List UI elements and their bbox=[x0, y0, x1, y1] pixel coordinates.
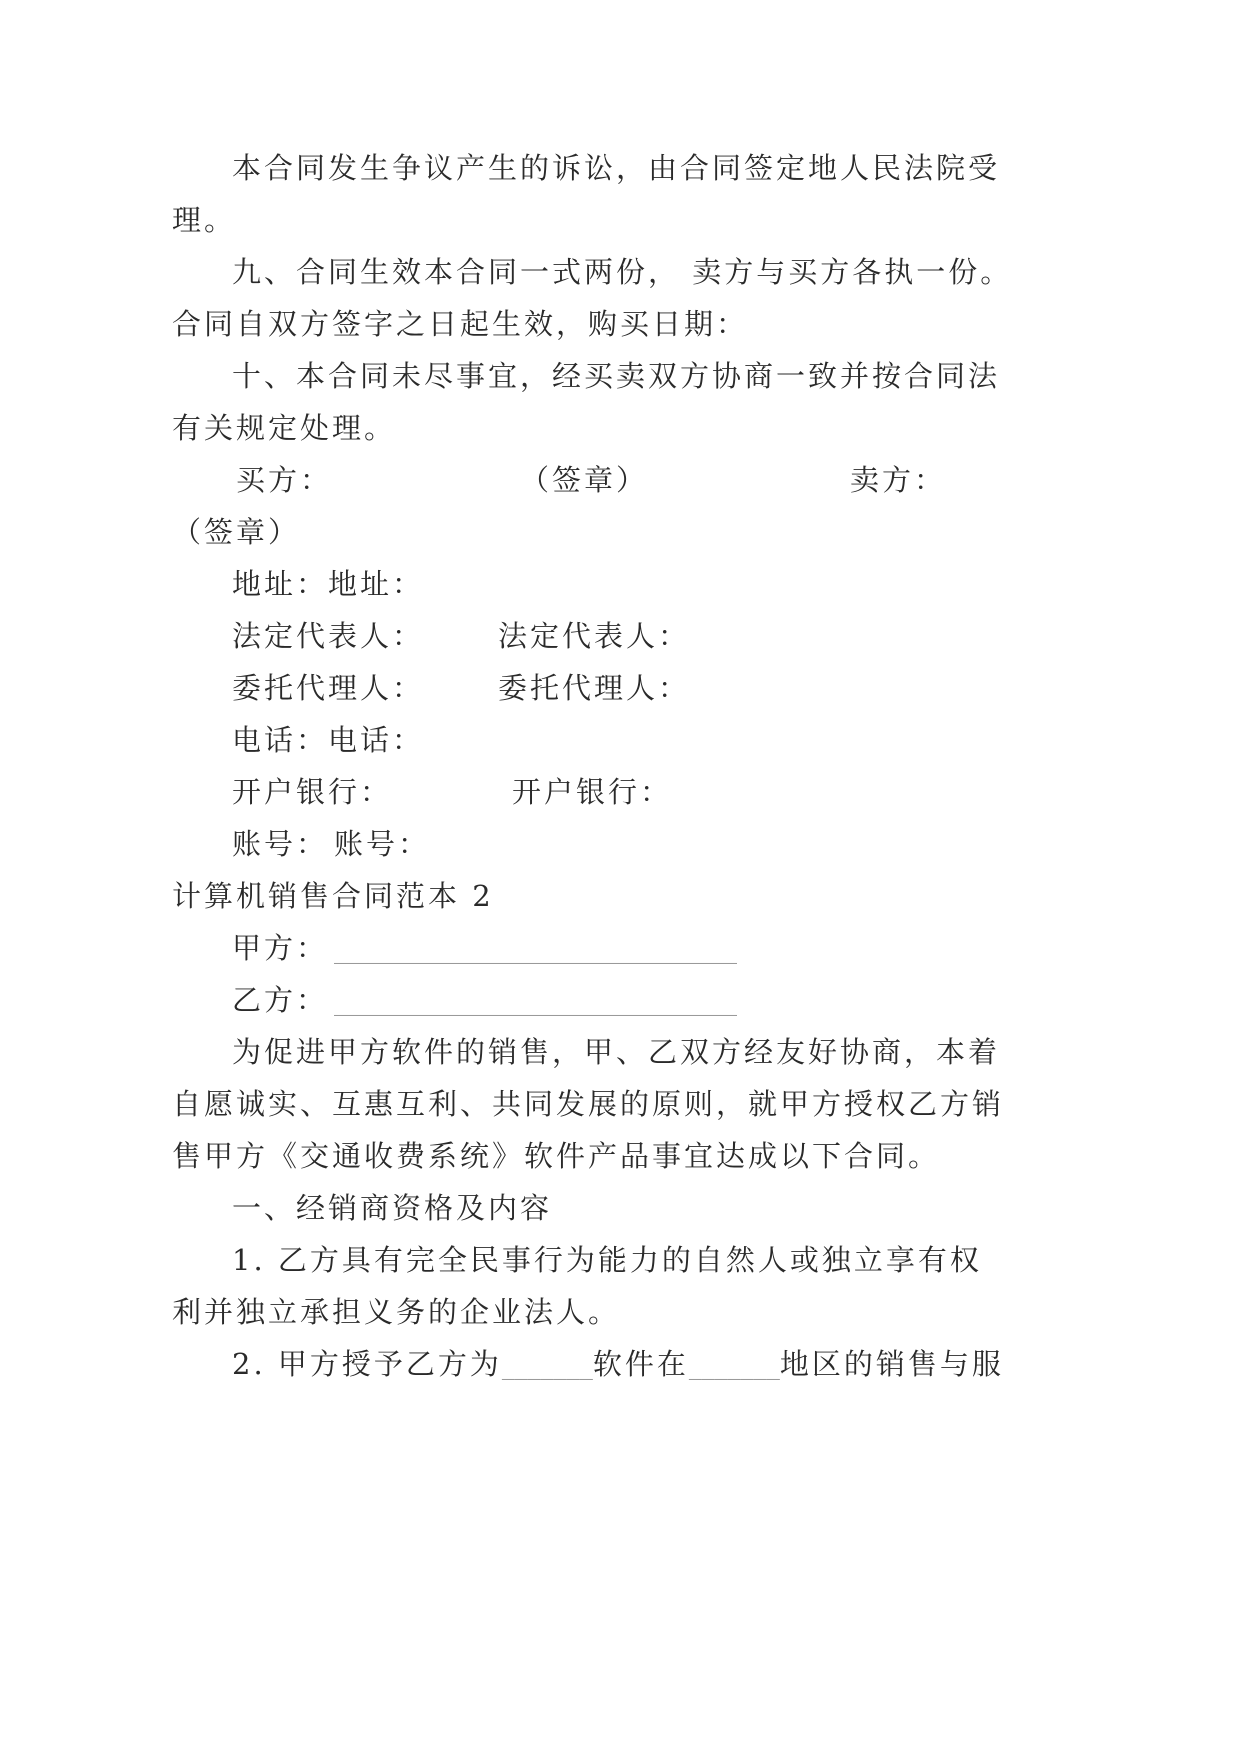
agent-seller: 委托代理人： bbox=[498, 671, 691, 705]
clause-10-line-2: 有关规定处理。 bbox=[172, 411, 397, 445]
account-seller: 账号： bbox=[334, 827, 431, 861]
party-b-blank: _______________________________ bbox=[334, 987, 738, 1017]
phone-fields: 电话：电话： bbox=[232, 723, 425, 757]
party-b-label: 乙方： bbox=[232, 983, 329, 1017]
party-b-line bbox=[232, 980, 737, 1022]
address-fields: 地址：地址： bbox=[232, 567, 425, 601]
dispute-clause-line-1: 本合同发生争议产生的诉讼，由合同签定地人民法院受 bbox=[232, 151, 1001, 185]
clause-10-line-1: 十、本合同未尽事宜，经买卖双方协商一致并按合同法 bbox=[232, 359, 1001, 393]
item-2-line-1 bbox=[232, 1344, 1004, 1386]
agent-buyer: 委托代理人： bbox=[232, 671, 425, 705]
seller-seal-label: （签章） bbox=[172, 515, 301, 549]
item-2-blank-region: _______ bbox=[688, 1351, 780, 1381]
preamble-line-3: 售甲方《交通收费系统》软件产品事宜达成以下合同。 bbox=[172, 1139, 941, 1173]
preamble-line-1: 为促进甲方软件的销售，甲、乙双方经友好协商，本着 bbox=[232, 1035, 1001, 1069]
item-1-line-1: 1. 乙方具有完全民事行为能力的自然人或独立享有权 bbox=[232, 1243, 982, 1277]
item-2-text-b: 软件在 bbox=[592, 1347, 689, 1381]
party-a-blank: _______________________________ bbox=[334, 935, 738, 965]
legal-rep-seller: 法定代表人： bbox=[498, 619, 691, 653]
buyer-label: 买方： bbox=[236, 463, 333, 497]
dispute-clause-line-2: 理。 bbox=[172, 203, 237, 237]
item-2-text-c: 地区的销售与服 bbox=[779, 1347, 1004, 1381]
item-2-text-a: 2. 甲方授予乙方为 bbox=[232, 1347, 502, 1381]
article-1-heading: 一、经销商资格及内容 bbox=[232, 1191, 553, 1225]
party-a-line bbox=[232, 928, 737, 970]
legal-rep-buyer: 法定代表人： bbox=[232, 619, 425, 653]
preamble-line-2: 自愿诚实、互惠互利、共同发展的原则，就甲方授权乙方销 bbox=[172, 1087, 1005, 1121]
bank-buyer: 开户银行： bbox=[232, 775, 393, 809]
buyer-seal-label: （签章） bbox=[520, 463, 649, 497]
seller-label: 卖方： bbox=[850, 463, 947, 497]
party-a-label: 甲方： bbox=[232, 931, 329, 965]
clause-9-line-1: 九、合同生效本合同一式两份， 卖方与买方各执一份。 bbox=[232, 255, 1013, 289]
clause-9-line-2: 合同自双方签字之日起生效，购买日期： bbox=[172, 307, 749, 341]
item-1-line-2: 利并独立承担义务的企业法人。 bbox=[172, 1295, 621, 1329]
account-buyer: 账号： bbox=[232, 827, 329, 861]
bank-seller: 开户银行： bbox=[512, 775, 673, 809]
section-title: 计算机销售合同范本 2 bbox=[172, 879, 494, 913]
item-2-blank-software: _______ bbox=[501, 1351, 593, 1381]
